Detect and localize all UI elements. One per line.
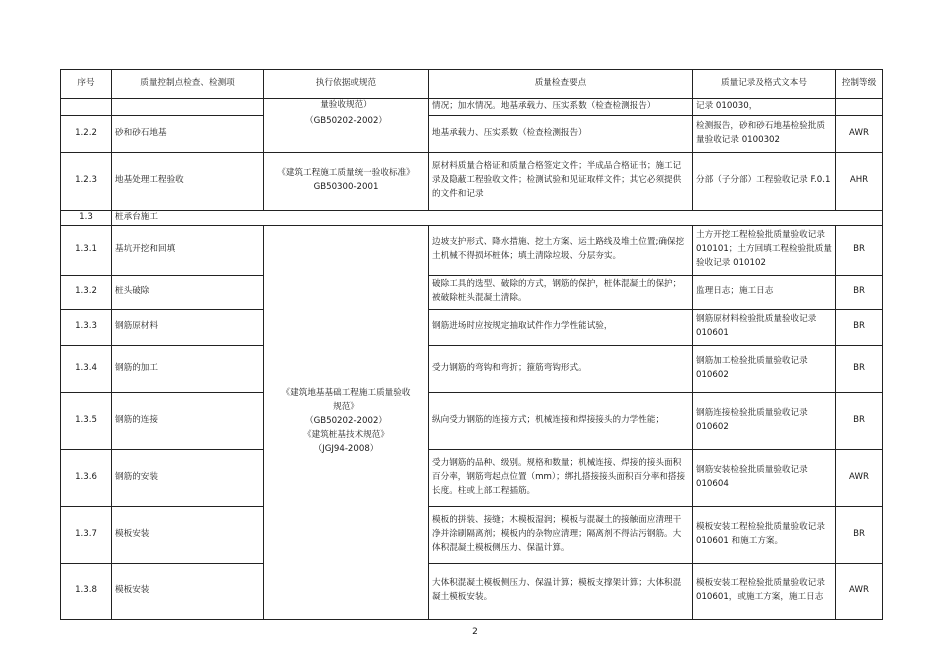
basis-1-3-line2: （GB50202-2002） [304, 416, 388, 427]
table-row-1-3-3 [61, 309, 883, 345]
level-1-3-4: BR [836, 345, 883, 392]
record-1-2-3: 分部（子分部）工程验收记录 F.0.1 [693, 152, 836, 210]
level-1-3-1: BR [836, 225, 883, 275]
basis-1-3-line3: 《建筑桩基技术规范》 [303, 430, 389, 441]
basis-122-text: （GB50202-2002） [304, 115, 388, 126]
header-level: 控制等级 [836, 70, 883, 99]
item-1-2-3: 地基处理工程验收 [112, 152, 264, 210]
points-1-3-4: 受力钢筋的弯钩和弯折；箍筋弯钩形式。 [429, 345, 693, 392]
page-number: 2 [472, 627, 478, 637]
table-row-1-3-6 [61, 449, 883, 506]
level-1-3-8: AWR [836, 563, 883, 619]
header-basis: 执行依据或规范 [264, 70, 429, 99]
points-1-3-8: 大体积混凝土模板侧压力、保温计算；模板支撑架计算；大体积混凝土模板安装。 [429, 563, 693, 619]
item-1-2-2: 砂和砂石地基 [112, 115, 264, 152]
record-1-3-1: 土方开挖工程检验批质量验收记录 010101；土方回填工程检验批质量验收记录 010102 [693, 225, 836, 275]
section-row-1-3 [61, 210, 883, 225]
level-1-2-3: AHR [836, 152, 883, 210]
item-1-3-7: 模板安装 [112, 506, 264, 563]
record-1-3-8: 模板安装工程检验批质量验收记录 010601，或施工方案，施工日志 [693, 563, 836, 619]
record-1-2-2: 检测报告，砂和砂石地基检验批质量验收记录 0100302 [693, 115, 836, 152]
points-1-2-3: 原材料质量合格证和质量合格签定文件；半成品合格证书；施工记录及隐蔽工程验收文件；检测试验和见证取样文件；其它必须提供的文件和记录 [429, 152, 693, 210]
header-seq: 序号 [61, 70, 112, 99]
seq-1-3-2: 1.3.2 [61, 275, 112, 309]
item-1-3-5: 钢筋的连接 [112, 392, 264, 449]
basis-1-2-3: 《建筑工程施工质量统一验收标准》GB50300-2001 [264, 152, 429, 210]
points-1-2-2: 地基承载力、压实系数（检查检测报告） [429, 115, 693, 152]
table-row-continuation [61, 98, 883, 115]
record-1-3-4: 钢筋加工检验批质量验收记录 010602 [693, 345, 836, 392]
record-1-3-6: 钢筋安装检验批质量验收记录 010604 [693, 449, 836, 506]
seq-1-2-3: 1.2.3 [61, 152, 112, 210]
table-row-1-3-5 [61, 392, 883, 449]
table-row-1-3-2 [61, 275, 883, 309]
basis-cell-12 [264, 98, 429, 152]
header-points: 质量检查要点 [429, 70, 693, 99]
record-1-3-2: 监理日志；施工日志 [693, 275, 836, 309]
item-1-3-3: 钢筋原材料 [112, 309, 264, 345]
item-1-3-4: 钢筋的加工 [112, 345, 264, 392]
header-item: 质量控制点检查、检测项 [112, 70, 264, 99]
points-1-3-2: 破除工具的选型、破除的方式，钢筋的保护，桩体混凝土的保护；被破除桩头混凝土清除。 [429, 275, 693, 309]
header-record: 质量记录及格式文本号 [693, 70, 836, 99]
level-1-3-2: BR [836, 275, 883, 309]
table-row-1-3-8 [61, 563, 883, 619]
item-1-3-6: 钢筋的安装 [112, 449, 264, 506]
table-row-1-2-3 [61, 152, 883, 210]
points-1-3-5: 纵向受力钢筋的连接方式；机械连接和焊接接头的力学性能； [429, 392, 693, 449]
table-row-1-3-1 [61, 225, 883, 275]
level-1-3-5: BR [836, 392, 883, 449]
basis-1-3-line4: （JGJ94-2008） [313, 444, 379, 455]
section-title-1-3: 桩承台施工 [112, 210, 883, 225]
item-1-3-2: 桩头破除 [112, 275, 264, 309]
basis-1-3-line1: 《建筑地基基础工程施工质量验收规范》 [281, 388, 411, 413]
seq-1-3-7: 1.3.7 [61, 506, 112, 563]
basis-cont-text: 量验收规范） [320, 99, 372, 110]
seq-1-3-1: 1.3.1 [61, 225, 112, 275]
seq-1-2-2: 1.2.2 [61, 115, 112, 152]
basis-cell-1-3 [264, 225, 429, 619]
points-1-3-3: 钢筋进场时应按规定抽取试件作力学性能试验， [429, 309, 693, 345]
header-row [61, 70, 883, 99]
record-cont: 记录 010030， [693, 98, 836, 115]
seq-1-3-3: 1.3.3 [61, 309, 112, 345]
points-cont: 情况；加水情况。地基承载力、压实系数（检查检测报告） [429, 98, 693, 115]
level-1-2-2: AWR [836, 115, 883, 152]
seq-1-3-5: 1.3.5 [61, 392, 112, 449]
seq-1-3-4: 1.3.4 [61, 345, 112, 392]
item-1-3-1: 基坑开挖和回填 [112, 225, 264, 275]
points-1-3-1: 边坡支护形式、降水措施、挖土方案、运土路线及堆土位置;确保挖土机械不得损坏桩体；填土清除垃圾、分层夯实。 [429, 225, 693, 275]
record-1-3-3: 钢筋原材料检验批质量验收记录 010601 [693, 309, 836, 345]
level-1-3-3: BR [836, 309, 883, 345]
record-1-3-5: 钢筋连接检验批质量验收记录 010602 [693, 392, 836, 449]
seq-1-3-8: 1.3.8 [61, 563, 112, 619]
points-1-3-7: 模板的拼装、接缝；木模板湿润；模板与混凝土的接触面应清理干净并涂刷隔离剂；模板内的杂物应清理；隔离剂不得沾污钢筋。大体积混凝土模板侧压力、保温计算。 [429, 506, 693, 563]
table-row-1-3-4 [61, 345, 883, 392]
points-1-3-6: 受力钢筋的品种、级别。规格和数量；机械连接、焊接的接头面积百分率，钢筋弯起点位置（mm）；绑扎搭接接头面积百分率和搭接长度。柱或上部工程插筋。 [429, 449, 693, 506]
seq-1-3: 1.3 [61, 210, 112, 225]
level-1-3-6: AWR [836, 449, 883, 506]
quality-control-table [60, 69, 883, 620]
item-1-3-8: 模板安装 [112, 563, 264, 619]
seq-1-3-6: 1.3.6 [61, 449, 112, 506]
table-row-1-2-2 [61, 115, 883, 152]
table-row-1-3-7 [61, 506, 883, 563]
record-1-3-7: 模板安装工程检验批质量验收记录 010601 和施工方案。 [693, 506, 836, 563]
level-1-3-7: BR [836, 506, 883, 563]
